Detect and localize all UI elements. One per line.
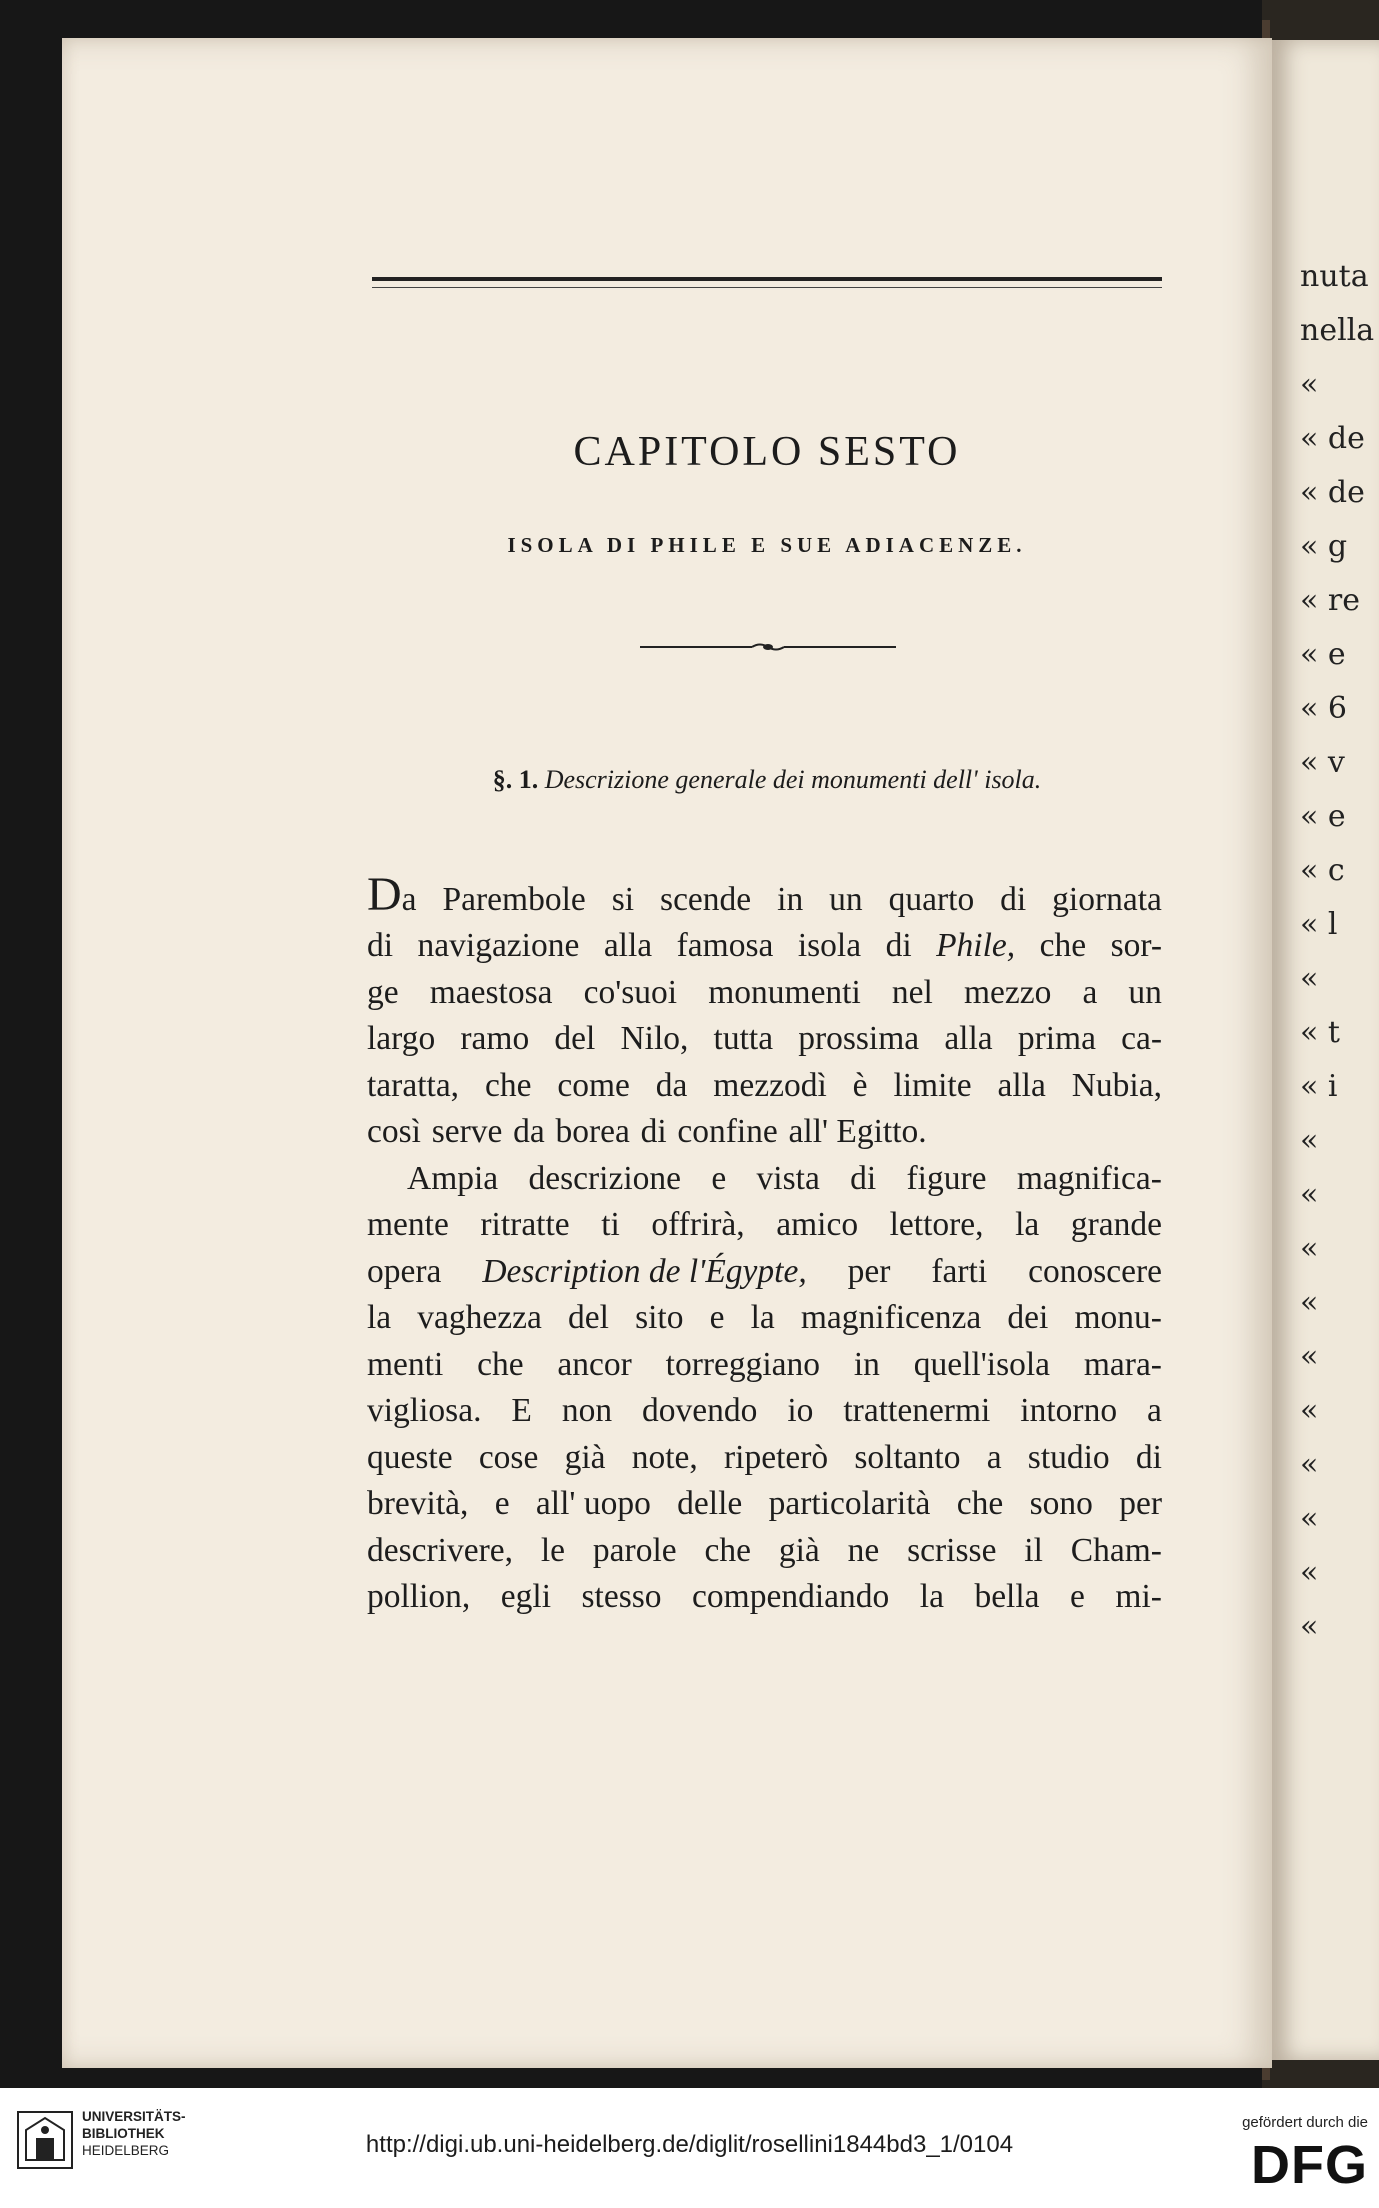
ornament-divider bbox=[640, 640, 896, 654]
word: Nubia, bbox=[1071, 1066, 1162, 1104]
word: serve bbox=[431, 1113, 503, 1150]
word: brevità, bbox=[367, 1485, 469, 1522]
word: è bbox=[852, 1066, 868, 1104]
word: stesso bbox=[581, 1578, 662, 1615]
word: descrivere, bbox=[367, 1531, 514, 1569]
word: grande bbox=[1070, 1206, 1162, 1243]
word: un bbox=[1128, 973, 1162, 1011]
drop-cap: D bbox=[367, 867, 402, 921]
facing-page-fragment: « i bbox=[1300, 1069, 1338, 1104]
word: giornata bbox=[1052, 880, 1162, 918]
word: la bbox=[1015, 1206, 1040, 1243]
chapter-title: CAPITOLO SESTO bbox=[573, 429, 961, 475]
word: a bbox=[401, 880, 417, 918]
word: mente bbox=[367, 1206, 449, 1243]
word: isola bbox=[797, 927, 862, 964]
word: ritratte bbox=[480, 1206, 570, 1243]
section-heading bbox=[372, 765, 1162, 795]
word: che bbox=[484, 1066, 532, 1104]
text-line bbox=[367, 1156, 1162, 1203]
word: e bbox=[711, 1159, 727, 1197]
section-number: §. 1. bbox=[492, 765, 539, 794]
word: di bbox=[850, 1159, 877, 1197]
facing-page-fragment: « bbox=[1300, 1393, 1319, 1428]
facing-page-fragment: « e bbox=[1300, 799, 1346, 834]
facing-page-fragment: « g bbox=[1300, 529, 1348, 564]
word: nel bbox=[891, 973, 933, 1011]
word: che bbox=[704, 1531, 751, 1569]
italic-word: Phile, bbox=[936, 927, 1016, 964]
word: di bbox=[885, 927, 912, 964]
facing-page-fragment: « bbox=[1300, 1231, 1319, 1266]
text-line bbox=[367, 970, 1162, 1017]
facing-page-fragment: « bbox=[1300, 1609, 1319, 1644]
text-line bbox=[367, 1295, 1162, 1342]
word: di bbox=[640, 1113, 667, 1150]
word: vista bbox=[756, 1159, 820, 1197]
word: da bbox=[513, 1113, 545, 1150]
word: ca- bbox=[1121, 1020, 1162, 1057]
word: studio bbox=[1027, 1438, 1110, 1476]
word: di bbox=[1000, 880, 1027, 918]
word: vaghezza bbox=[417, 1299, 542, 1336]
word: magnificenza bbox=[800, 1299, 982, 1336]
word: scrisse bbox=[907, 1531, 997, 1569]
facing-page-fragment: « bbox=[1300, 1501, 1319, 1536]
word: mi- bbox=[1115, 1578, 1162, 1615]
text-line bbox=[367, 1388, 1162, 1435]
word: egli bbox=[500, 1578, 552, 1615]
text-line bbox=[367, 1109, 1162, 1156]
word: ramo bbox=[460, 1020, 530, 1057]
institution-line: HEIDELBERG bbox=[82, 2143, 170, 2158]
word: prossima bbox=[798, 1020, 920, 1057]
word: mezzo bbox=[963, 973, 1052, 1011]
facing-page-fragment: « bbox=[1300, 1285, 1319, 1320]
word: quell'isola bbox=[913, 1345, 1051, 1383]
word: magnifica- bbox=[1016, 1159, 1162, 1197]
text-line bbox=[367, 923, 1162, 970]
word: già bbox=[778, 1531, 820, 1569]
facing-page-fragment: « bbox=[1300, 1123, 1319, 1158]
word: a bbox=[986, 1438, 1002, 1476]
institution-line: BIBLIOTHEK bbox=[82, 2126, 165, 2141]
word: del bbox=[568, 1299, 609, 1336]
word: già bbox=[564, 1438, 606, 1476]
word: non bbox=[561, 1392, 613, 1429]
facing-page-fragment: « de bbox=[1300, 421, 1365, 456]
word: confine bbox=[677, 1113, 778, 1150]
text-line bbox=[367, 1249, 1162, 1296]
facing-page-fragment: « bbox=[1300, 1555, 1319, 1590]
word: compendiando bbox=[692, 1578, 890, 1615]
word: la bbox=[750, 1299, 775, 1336]
word: menti bbox=[367, 1345, 444, 1383]
word: scende bbox=[660, 880, 752, 918]
word: conoscere bbox=[1028, 1252, 1162, 1290]
word: offrirà, bbox=[651, 1206, 745, 1243]
word: vigliosa. bbox=[367, 1392, 482, 1429]
word: a bbox=[1082, 973, 1098, 1011]
section-title: Descrizione generale dei monumenti dell' isola. bbox=[544, 765, 1042, 794]
dfg-logo: DFG bbox=[1251, 2135, 1368, 2195]
facing-page-fragment: « e bbox=[1300, 637, 1346, 672]
word: il bbox=[1024, 1531, 1043, 1569]
word: soltanto bbox=[854, 1438, 961, 1476]
facing-page-fragment: « 6 bbox=[1300, 691, 1347, 726]
facing-page-fragment: « bbox=[1300, 1447, 1319, 1482]
word: parole bbox=[592, 1531, 677, 1569]
word: sono bbox=[1029, 1485, 1093, 1522]
text-line bbox=[367, 1342, 1162, 1389]
word: la bbox=[919, 1578, 944, 1615]
word: co'suoi bbox=[583, 973, 678, 1011]
word: navigazione bbox=[417, 927, 580, 964]
word: queste bbox=[367, 1438, 453, 1476]
word: opera bbox=[367, 1252, 442, 1290]
word: che bbox=[477, 1345, 524, 1383]
facing-page-fragment: « bbox=[1300, 1339, 1319, 1374]
word: pollion, bbox=[367, 1578, 471, 1615]
word: quarto bbox=[888, 880, 975, 918]
header-rule-thick bbox=[372, 277, 1162, 281]
word: intorno bbox=[1020, 1392, 1118, 1429]
word: prima bbox=[1017, 1020, 1096, 1057]
word: maestosa bbox=[429, 973, 553, 1011]
word: a bbox=[1147, 1392, 1162, 1429]
word: descrizione bbox=[528, 1159, 682, 1197]
italic-title: Description de l'Égypte, bbox=[482, 1252, 807, 1290]
word: tutta bbox=[713, 1020, 774, 1057]
word: bella bbox=[974, 1578, 1040, 1615]
word: un bbox=[829, 880, 863, 918]
word: trattenermi bbox=[843, 1392, 991, 1429]
facing-page-text bbox=[1300, 250, 1379, 1654]
word: sito bbox=[635, 1299, 684, 1336]
body-text bbox=[367, 865, 1162, 1621]
word: lettore, bbox=[889, 1206, 984, 1243]
word: di bbox=[1135, 1438, 1162, 1476]
word: del bbox=[554, 1020, 596, 1057]
word: sor- bbox=[1110, 927, 1162, 964]
text-line bbox=[367, 1574, 1162, 1621]
word: di bbox=[367, 927, 394, 964]
word: ti bbox=[601, 1206, 620, 1243]
word: dei bbox=[1007, 1299, 1049, 1336]
word: e bbox=[494, 1485, 510, 1522]
word: Ampia bbox=[407, 1159, 499, 1197]
institution-line: UNIVERSITÄTS- bbox=[82, 2109, 186, 2124]
word: ancor bbox=[557, 1345, 632, 1383]
word: e bbox=[1070, 1578, 1085, 1615]
word: che bbox=[956, 1485, 1004, 1522]
word: ge bbox=[367, 973, 399, 1011]
word: delle bbox=[677, 1485, 743, 1522]
word: per bbox=[847, 1252, 891, 1290]
facing-page-fragment: nuta bbox=[1300, 259, 1369, 294]
word: cose bbox=[478, 1438, 539, 1476]
word: figure bbox=[906, 1159, 987, 1197]
word: in bbox=[777, 880, 804, 918]
word: monumenti bbox=[708, 973, 861, 1011]
text-line bbox=[367, 1202, 1162, 1249]
source-url-link[interactable]: http://digi.ub.uni-heidelberg.de/diglit/rosellini1844bd3_1/0104 bbox=[365, 2131, 1014, 2158]
drop-cap-word bbox=[367, 867, 417, 924]
word: all' Egitto. bbox=[788, 1113, 927, 1150]
facing-page-fragment: « v bbox=[1300, 745, 1345, 780]
word: le bbox=[540, 1531, 566, 1569]
chapter-subtitle: ISOLA DI PHILE E SUE ADIACENZE. bbox=[507, 533, 1027, 557]
word: limite bbox=[893, 1066, 972, 1104]
word: farti bbox=[931, 1252, 988, 1290]
word: Nilo, bbox=[620, 1020, 689, 1057]
word: largo bbox=[367, 1020, 436, 1057]
word: E bbox=[511, 1392, 532, 1429]
word: alla bbox=[944, 1020, 993, 1057]
facing-page-fragment: nella bbox=[1300, 313, 1375, 348]
facing-page-fragment: « de bbox=[1300, 475, 1365, 510]
text-line bbox=[367, 1435, 1162, 1482]
word: famosa bbox=[676, 927, 774, 964]
word: si bbox=[611, 880, 635, 918]
word: la bbox=[367, 1299, 392, 1336]
word: Parembole bbox=[442, 880, 586, 918]
facing-page-fragment: « l bbox=[1300, 907, 1338, 942]
facing-page-fragment: « re bbox=[1300, 583, 1360, 618]
text-line bbox=[367, 1063, 1162, 1110]
word: in bbox=[853, 1345, 880, 1383]
text-line bbox=[367, 1016, 1162, 1063]
word: all' uopo bbox=[535, 1485, 651, 1522]
facing-page-fragment: « bbox=[1300, 1177, 1319, 1212]
word: taratta, bbox=[367, 1066, 460, 1104]
word: alla bbox=[603, 927, 653, 964]
word: io bbox=[787, 1392, 814, 1429]
word: ne bbox=[847, 1531, 880, 1569]
facing-page-fragment: « bbox=[1300, 367, 1319, 402]
header-rule-thin bbox=[372, 287, 1162, 288]
word: che bbox=[1039, 927, 1087, 964]
word: monu- bbox=[1074, 1299, 1162, 1336]
word: particolarità bbox=[768, 1485, 931, 1522]
facing-page-fragment: « t bbox=[1300, 1015, 1340, 1050]
facing-page-fragment: « c bbox=[1300, 853, 1345, 888]
word: ripeterò bbox=[724, 1438, 829, 1476]
word: e bbox=[709, 1299, 725, 1336]
word: mara- bbox=[1083, 1345, 1162, 1383]
word: come bbox=[557, 1066, 630, 1104]
word: torreggiano bbox=[665, 1345, 821, 1383]
word: amico bbox=[776, 1206, 859, 1243]
funded-by-label: gefördert durch die bbox=[1242, 2114, 1368, 2131]
word: note, bbox=[631, 1438, 698, 1476]
word: borea bbox=[555, 1113, 630, 1150]
word: dovendo bbox=[642, 1392, 758, 1429]
text-line bbox=[367, 1528, 1162, 1575]
text-line bbox=[367, 1481, 1162, 1528]
word: Cham- bbox=[1070, 1531, 1162, 1569]
facing-page-fragment: « bbox=[1300, 961, 1319, 996]
word: mezzodì bbox=[713, 1066, 827, 1104]
word: così bbox=[367, 1113, 421, 1150]
text-line bbox=[367, 865, 1162, 923]
word: per bbox=[1119, 1485, 1162, 1522]
word: da bbox=[655, 1066, 688, 1104]
word: alla bbox=[997, 1066, 1046, 1104]
